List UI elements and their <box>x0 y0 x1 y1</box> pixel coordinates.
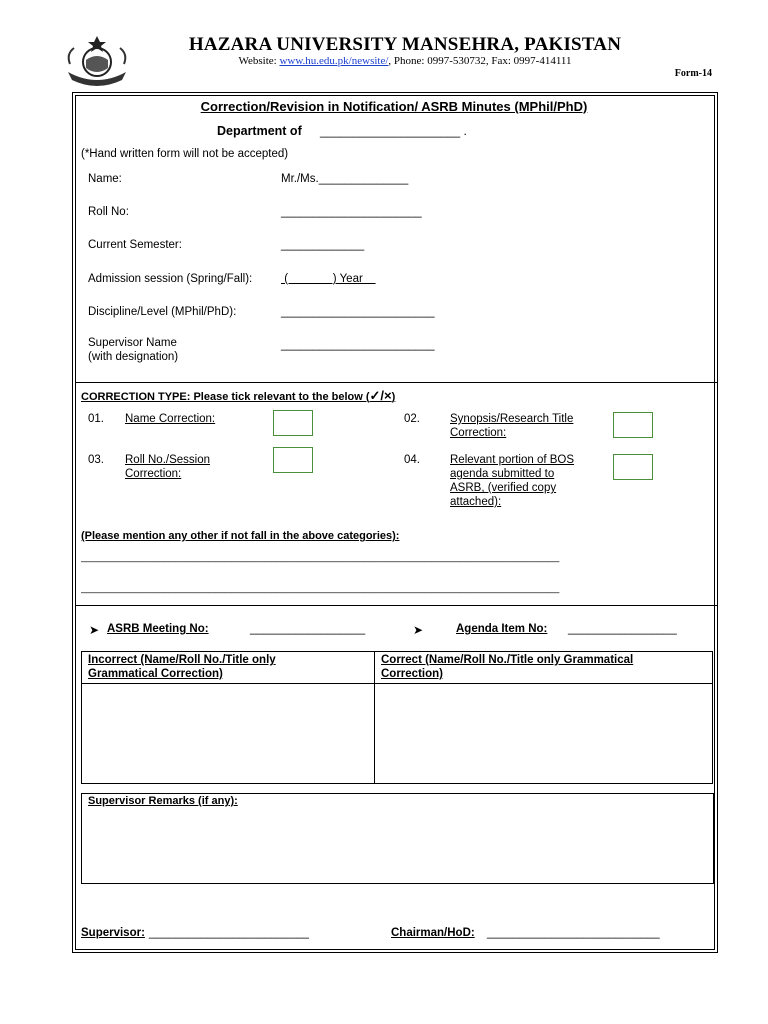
supervisor-field[interactable]: ________________________ <box>281 339 435 351</box>
synopsis-correction-label-2: Correction: <box>450 427 507 439</box>
supervisor-signature-field[interactable]: _________________________ <box>149 927 309 939</box>
supervisor-remarks-box[interactable] <box>81 793 714 884</box>
session-label: Admission session (Spring/Fall): <box>88 273 253 285</box>
name-correction-label: Name Correction: <box>125 413 216 425</box>
roll-session-correction-checkbox[interactable] <box>273 447 313 473</box>
asrb-meeting-label: ASRB Meeting No: <box>107 623 209 635</box>
department-label: Department of <box>217 124 302 138</box>
chairman-signature-field[interactable]: ___________________________ <box>487 927 660 939</box>
other-categories-label: (Please mention any other if not fall in the above categories): <box>81 530 400 542</box>
asrb-meeting-field[interactable]: __________________ <box>250 623 366 635</box>
form-title: Correction/Revision in Notification/ ASRB Minutes (MPhil/PhD) <box>200 99 588 114</box>
phone-fax: , Phone: 0997-530732, Fax: 0997-414111 <box>388 55 572 67</box>
other-categories-line-2[interactable]: ______________________________________________________________________________________ <box>81 583 560 594</box>
bos-agenda-label-2: agenda submitted to <box>450 468 555 480</box>
supervisor-designation-label: (with designation) <box>88 351 179 363</box>
tick-cross-icon: ✓/× <box>369 388 392 403</box>
agenda-item-label: Agenda Item No: <box>456 623 548 635</box>
chairman-signature-label: Chairman/HoD: <box>391 927 475 939</box>
university-name: HAZARA UNIVERSITY MANSEHRA, PAKISTAN <box>188 34 622 55</box>
website-link[interactable]: www.hu.edu.pk/newsite/ <box>279 55 389 67</box>
correct-header: Correct (Name/Roll No./Title only Grammatical Correction) <box>381 654 634 680</box>
incorrect-header-cell <box>81 651 375 684</box>
session-field[interactable]: ( ) Year <box>281 273 376 285</box>
item-number: 04. <box>404 454 420 466</box>
roll-no-label: Roll No: <box>88 206 129 218</box>
name-correction-checkbox[interactable] <box>273 410 313 436</box>
synopsis-correction-checkbox[interactable] <box>613 412 653 438</box>
roll-no-field[interactable]: ______________________ <box>281 206 422 218</box>
correct-header-cell <box>374 651 713 684</box>
other-categories-line-1[interactable]: ______________________________________________________________________________________ <box>81 552 560 563</box>
bos-agenda-label-3: ASRB, (verified copy <box>450 482 557 494</box>
semester-field[interactable]: _____________ <box>281 239 365 251</box>
department-field[interactable]: _____________________ . <box>320 124 467 138</box>
roll-session-correction-label-2: Correction: <box>125 468 182 480</box>
semester-label: Current Semester: <box>88 239 182 251</box>
discipline-label: Discipline/Level (MPhil/PhD): <box>88 306 237 318</box>
name-field[interactable]: Mr./Ms.______________ <box>281 173 409 185</box>
university-logo <box>64 34 130 86</box>
incorrect-entry-cell[interactable] <box>81 683 375 784</box>
supervisor-remarks-label: Supervisor Remarks (if any): <box>88 795 238 807</box>
name-label: Name: <box>88 173 122 185</box>
handwritten-note: (*Hand written form will not be accepted) <box>81 148 289 160</box>
bullet-arrow-icon: ➤ <box>413 623 424 637</box>
contact-line <box>140 55 670 67</box>
supervisor-signature-label: Supervisor: <box>81 927 145 939</box>
synopsis-correction-label: Synopsis/Research Title <box>450 413 574 425</box>
supervisor-label: Supervisor Name <box>88 337 177 349</box>
bos-agenda-checkbox[interactable] <box>613 454 653 480</box>
website-label: Website: <box>238 55 277 67</box>
incorrect-header: Incorrect (Name/Roll No./Title only Grammatical Correction) <box>88 654 276 680</box>
bos-agenda-label: Relevant portion of BOS <box>450 454 575 466</box>
item-number: 02. <box>404 413 420 425</box>
section-divider <box>75 605 718 606</box>
item-number: 03. <box>88 454 104 466</box>
form-number: Form-14 <box>674 68 712 79</box>
section-divider <box>75 382 718 383</box>
bos-agenda-label-4: attached): <box>450 496 502 508</box>
bullet-arrow-icon: ➤ <box>89 623 100 637</box>
roll-session-correction-label: Roll No./Session <box>125 454 211 466</box>
agenda-item-field[interactable]: _________________ <box>568 623 677 635</box>
discipline-field[interactable]: ________________________ <box>281 306 435 318</box>
correction-type-heading: CORRECTION TYPE: Please tick relevant to the below (✓/×) <box>81 388 396 403</box>
item-number: 01. <box>88 413 104 425</box>
correct-entry-cell[interactable] <box>374 683 713 784</box>
